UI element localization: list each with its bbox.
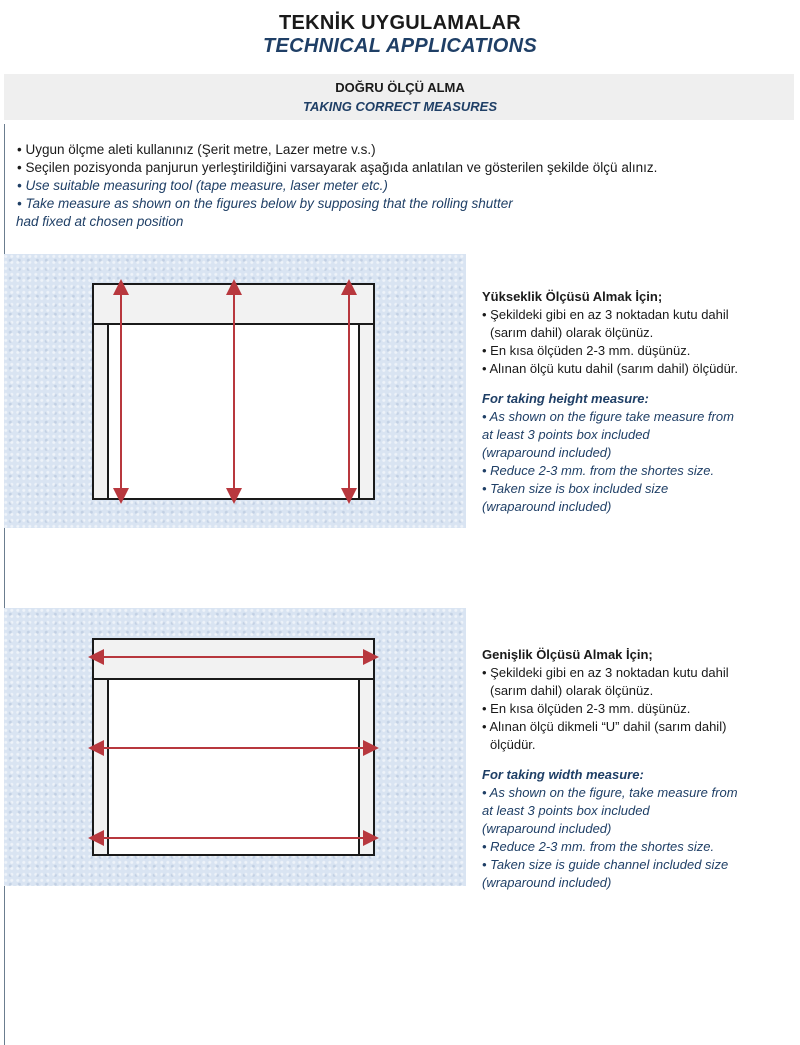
height-heading: Yükseklik Ölçüsü Almak İçin;: [482, 289, 663, 304]
intro-line-tr: • Seçilen pozisyonda panjurun yerleştirildiğini varsayarak aşağıda anlatılan ve gösterilen şekilde ölçü alınız.: [17, 160, 658, 175]
width-item: (sarım dahil) olarak ölçünüz.: [490, 683, 654, 698]
left-guide-channel: [93, 679, 108, 855]
height-diagram: [4, 254, 466, 528]
width-description: [482, 646, 792, 892]
height-item: • Alınan ölçü kutu dahil (sarım dahil) ölçüdür.: [482, 361, 739, 376]
right-guide-channel: [359, 679, 374, 855]
height-heading-en: For taking height measure:: [482, 391, 649, 406]
height-item-en: • Taken size is box included size: [482, 481, 669, 496]
intro-line-tr: • Uygun ölçme aleti kullanınız (Şerit metre, Lazer metre v.s.): [17, 142, 376, 157]
height-item-en: (wraparound included): [482, 445, 612, 460]
width-heading: Genişlik Ölçüsü Almak İçin;: [482, 647, 653, 662]
width-item-en: at least 3 points box included: [482, 803, 650, 818]
intro-bullets: [17, 141, 787, 231]
section-title-en: TAKING CORRECT MEASURES: [302, 99, 498, 114]
height-item-en: • Reduce 2-3 mm. from the shortes size.: [482, 463, 715, 478]
left-guide-channel: [93, 324, 108, 499]
width-item: • En kısa ölçüden 2-3 mm. düşünüz.: [482, 701, 691, 716]
height-item-en: (wraparound included): [482, 499, 612, 514]
height-item: (sarım dahil) olarak ölçünüz.: [490, 325, 654, 340]
width-item-en: (wraparound included): [482, 875, 612, 890]
intro-line-en: • Use suitable measuring tool (tape measure, laser meter etc.): [17, 178, 388, 193]
intro-line-en: had fixed at chosen position: [16, 214, 184, 229]
height-item-en: at least 3 points box included: [482, 427, 650, 442]
shutter-box: [93, 639, 374, 679]
height-item: • En kısa ölçüden 2-3 mm. düşünüz.: [482, 343, 691, 358]
window-frame: [93, 679, 374, 855]
width-item: • Alınan ölçü dikmeli “U” dahil (sarım dahil): [482, 719, 727, 734]
page-title: TEKNİK UYGULAMALAR: [278, 12, 522, 34]
page-title-en: TECHNICAL APPLICATIONS: [262, 35, 537, 57]
width-item-en: (wraparound included): [482, 821, 612, 836]
width-item-en: • Reduce 2-3 mm. from the shortes size.: [482, 839, 715, 854]
height-description: [482, 288, 792, 516]
section-title: DOĞRU ÖLÇÜ ALMA: [335, 80, 465, 95]
height-figure-panel: [4, 254, 466, 528]
width-item-en: • Taken size is guide channel included size: [482, 857, 729, 872]
width-diagram: [4, 608, 466, 886]
width-item-en: • As shown on the figure, take measure from: [482, 785, 738, 800]
height-item: • Şekildeki gibi en az 3 noktadan kutu dahil: [482, 307, 729, 322]
width-figure-panel: [4, 608, 466, 886]
height-item-en: • As shown on the figure take measure from: [482, 409, 734, 424]
right-guide-channel: [359, 324, 374, 499]
intro-line-en: • Take measure as shown on the figures below by supposing that the rolling shutter: [17, 196, 513, 211]
width-heading-en: For taking width measure:: [482, 767, 644, 782]
width-item: • Şekildeki gibi en az 3 noktadan kutu dahil: [482, 665, 729, 680]
width-item: ölçüdür.: [490, 737, 536, 752]
